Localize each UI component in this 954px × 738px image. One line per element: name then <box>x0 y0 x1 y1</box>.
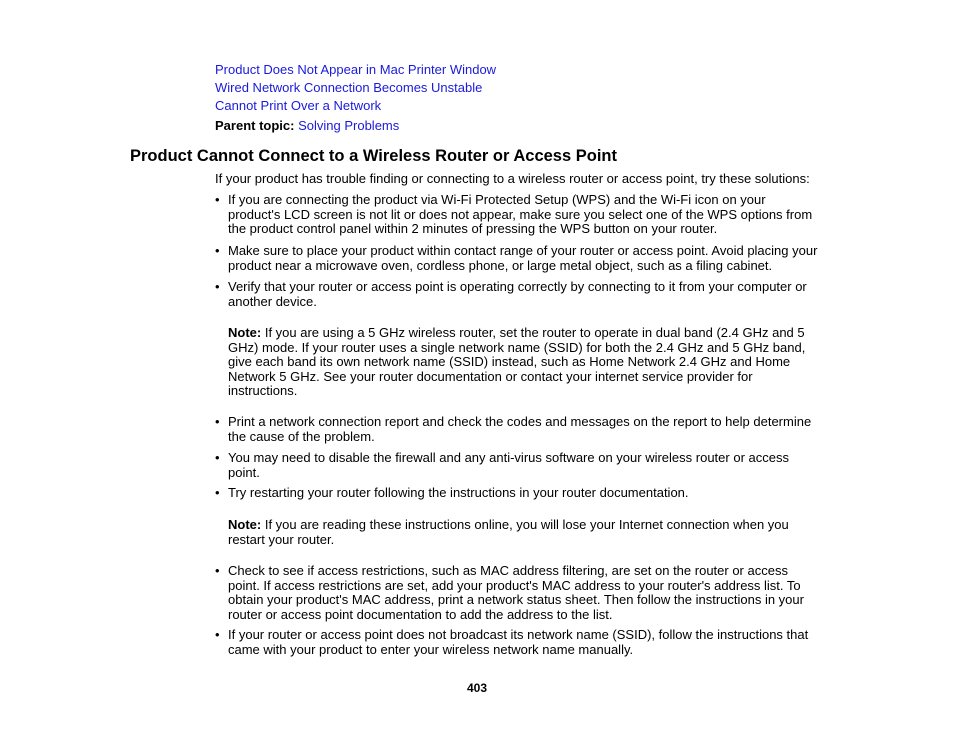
list-item-text: Print a network connection report and check the codes and messages on the report to help determine the cause of the problem. <box>228 414 812 444</box>
bullet-marker: • <box>215 450 220 465</box>
bullet-marker: • <box>215 414 220 429</box>
note-text: If you are using a 5 GHz wireless router, set the router to operate in dual band (2.4 GHz and 5 GHz) mode. If your router uses a single network name (SSID) for both the 2.4 GHz and 5 GHz band, give each band its own network name (SSID) instead, such as Home Network 2.4 GHz and Home Network 5 GHz. See your router documentation or contact your internet service provider for instructions. <box>228 325 806 398</box>
note-restart-router <box>228 518 820 547</box>
bullet-marker: • <box>215 279 220 294</box>
bullet-marker: • <box>215 243 220 258</box>
bullet-marker: • <box>215 563 220 578</box>
link-product-not-in-mac-printer-window[interactable]: Product Does Not Appear in Mac Printer Window <box>215 62 497 77</box>
list-item-text: Verify that your router or access point is operating correctly by connecting to it from your computer or another device. <box>228 279 807 309</box>
note-dual-band <box>228 326 820 399</box>
link-solving-problems[interactable]: Solving Problems <box>298 118 400 133</box>
list-item-text: If you are connecting the product via Wi-Fi Protected Setup (WPS) and the Wi-Fi icon on your product's LCD screen is not lit or does not appear, make sure you select one of the WPS options from the product control panel within 2 minutes of pressing the WPS button on your router. <box>228 192 813 236</box>
note-label: Note: <box>228 325 262 340</box>
list-item-text: If your router or access point does not broadcast its network name (SSID), follow the instructions that came with your product to enter your wireless network name manually. <box>228 627 809 657</box>
list-item-text: You may need to disable the firewall and any anti-virus software on your wireless router or access point. <box>228 450 789 480</box>
bullet-marker: • <box>215 192 220 207</box>
list-item-text: Check to see if access restrictions, such as MAC address filtering, are set on the router or access point. If access restrictions are set, add your product's MAC address to your router's address list. To obtain your product's MAC address, print a network status sheet. Then follow the instructions in your router or access point documentation to add the address to the list. <box>228 563 804 622</box>
list-item-text: Make sure to place your product within contact range of your router or access point. Avoid placing your product near a microwave oven, cordless phone, or large metal object, such as a filing cabinet. <box>228 243 818 273</box>
page-number: 403 <box>466 681 488 695</box>
parent-topic <box>215 119 399 134</box>
parent-topic-label: Parent topic: <box>215 118 295 133</box>
link-wired-connection-unstable[interactable]: Wired Network Connection Becomes Unstable <box>215 80 483 95</box>
intro-paragraph: If your product has trouble finding or connecting to a wireless router or access point, try these solutions: <box>215 171 810 186</box>
note-label: Note: <box>228 517 262 532</box>
section-heading: Product Cannot Connect to a Wireless Router or Access Point <box>130 147 617 165</box>
list-item-text: Try restarting your router following the instructions in your router documentation. <box>228 485 689 500</box>
related-links <box>215 62 496 116</box>
bullet-marker: • <box>215 485 220 500</box>
bullet-marker: • <box>215 627 220 642</box>
link-cannot-print-over-network[interactable]: Cannot Print Over a Network <box>215 98 382 113</box>
note-text: If you are reading these instructions online, you will lose your Internet connection when you restart your router. <box>228 517 789 547</box>
